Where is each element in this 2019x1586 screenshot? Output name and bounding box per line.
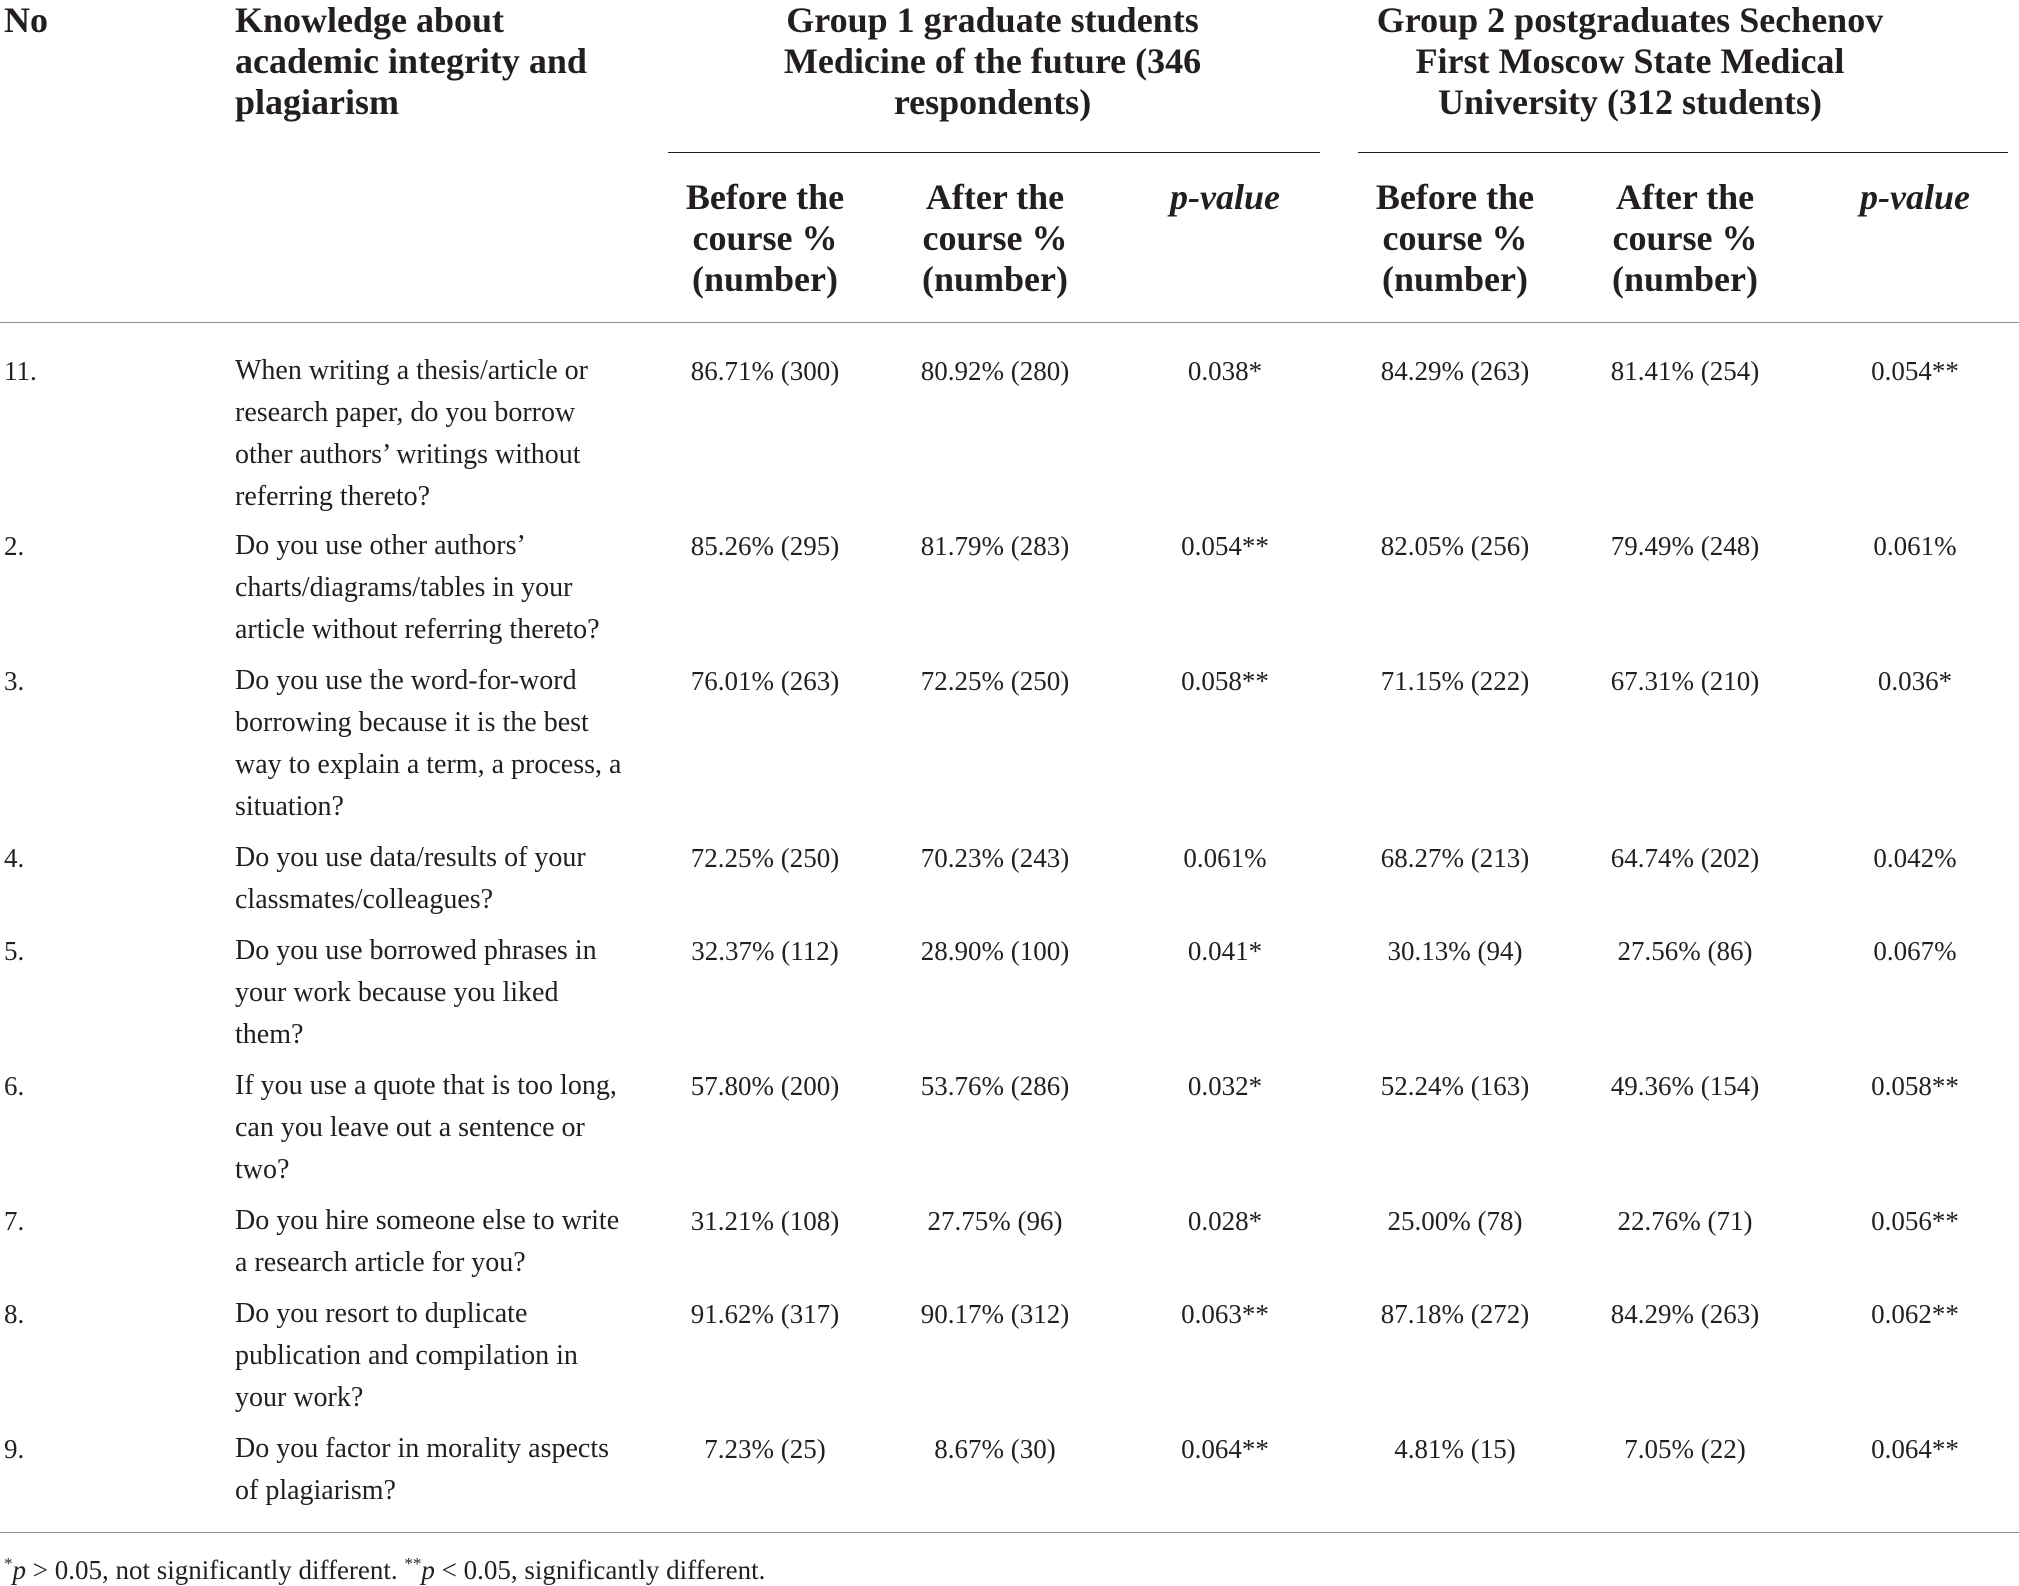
- table-footnote: [4, 1548, 765, 1586]
- table-bottom-rule: [0, 1532, 2019, 1533]
- question-line: article without referring thereto?: [235, 614, 600, 645]
- header-group1-line: Medicine of the future (346: [783, 41, 1202, 81]
- after-header-line: After the: [925, 177, 1065, 217]
- g1-before-cell: 31.21% (108): [690, 1206, 840, 1236]
- question-line: Do you use the word-for-word: [235, 665, 577, 696]
- g2-before-cell: 4.81% (15): [1394, 1434, 1516, 1464]
- before-header-line: course %: [692, 218, 838, 258]
- g2-before-cell: 84.29% (263): [1380, 356, 1530, 386]
- g1-pvalue-cell: 0.041*: [1187, 936, 1263, 966]
- footnote-p-symbol: p: [12, 1555, 26, 1585]
- question-line: Do you resort to duplicate: [235, 1298, 528, 1329]
- group1-divider: [668, 152, 1320, 153]
- g2-before-cell: 52.24% (163): [1380, 1071, 1530, 1101]
- footnote-text: < 0.05, significantly different.: [434, 1555, 766, 1585]
- g2-pvalue-cell: 0.036*: [1877, 666, 1953, 696]
- after-header-line: (number): [922, 259, 1068, 299]
- g2-pvalue-cell: 0.064**: [1871, 1434, 1959, 1464]
- after-header-line: course %: [1612, 218, 1758, 258]
- g1-pvalue-cell: 0.028*: [1187, 1206, 1263, 1236]
- g2-after-cell: 22.76% (71): [1617, 1206, 1753, 1236]
- after-header-line: (number): [1612, 259, 1758, 299]
- footnote-text: > 0.05, not significantly different.: [26, 1555, 405, 1585]
- header-group1-line: Group 1 graduate students: [786, 0, 1199, 40]
- g1-after-cell: 81.79% (283): [920, 531, 1070, 561]
- row-number: 2.: [4, 531, 25, 561]
- question-text: [235, 525, 600, 651]
- g2-after-cell: 84.29% (263): [1610, 1299, 1760, 1329]
- question-line: If you use a quote that is too long,: [235, 1070, 617, 1101]
- g1-before-cell: 85.26% (295): [690, 531, 840, 561]
- header-group2-line: University (312 students): [1438, 82, 1822, 122]
- g1-after-cell: 80.92% (280): [920, 356, 1070, 386]
- question-line: Do you factor in morality aspects: [235, 1433, 610, 1464]
- header-knowledge-line: Knowledge about: [235, 0, 505, 40]
- question-text: [235, 1428, 609, 1512]
- header-group2-line: Group 2 postgraduates Sechenov: [1376, 0, 1884, 40]
- before-header-line: course %: [1382, 218, 1528, 258]
- question-text: [235, 660, 621, 828]
- g1-after-cell: 90.17% (312): [920, 1299, 1070, 1329]
- g1-after-cell: 28.90% (100): [920, 936, 1070, 966]
- question-line: Do you use data/results of your: [235, 842, 586, 873]
- g2-after-cell: 67.31% (210): [1610, 666, 1760, 696]
- question-text: [235, 1293, 578, 1419]
- g2-before-cell: 87.18% (272): [1380, 1299, 1530, 1329]
- question-line: referring thereto?: [235, 481, 431, 512]
- before-header-line: (number): [692, 259, 838, 299]
- row-number: 7.: [4, 1206, 25, 1236]
- g1-pvalue-header: p-value: [1170, 177, 1280, 217]
- g1-before-cell: 72.25% (250): [690, 843, 840, 873]
- g1-before-cell: 86.71% (300): [690, 356, 840, 386]
- g1-pvalue-cell: 0.064**: [1181, 1434, 1269, 1464]
- question-text: [235, 930, 597, 1056]
- g1-pvalue-cell: 0.061%: [1183, 843, 1267, 873]
- question-text: [235, 1200, 619, 1284]
- question-line: classmates/colleagues?: [235, 884, 494, 915]
- g1-after-cell: 27.75% (96): [927, 1206, 1063, 1236]
- question-line: charts/diagrams/tables in your: [235, 572, 573, 603]
- header-group2-line: First Moscow State Medical: [1415, 41, 1845, 81]
- question-line: them?: [235, 1019, 304, 1050]
- row-number: 5.: [4, 936, 25, 966]
- g1-pvalue-cell: 0.038*: [1187, 356, 1263, 386]
- after-header-line: After the: [1615, 177, 1755, 217]
- g1-after-cell: 72.25% (250): [920, 666, 1070, 696]
- header-knowledge-line: academic integrity and: [235, 41, 587, 81]
- question-line: Do you use borrowed phrases in: [235, 935, 597, 966]
- g2-before-cell: 71.15% (222): [1380, 666, 1530, 696]
- g2-before-cell: 25.00% (78): [1387, 1206, 1523, 1236]
- g2-before-cell: 68.27% (213): [1380, 843, 1530, 873]
- footnote-marker: *: [4, 1554, 13, 1573]
- after-header-line: course %: [922, 218, 1068, 258]
- header-no: No: [4, 0, 48, 40]
- header-bottom-rule: [0, 322, 2019, 323]
- g1-after-cell: 8.67% (30): [934, 1434, 1056, 1464]
- g2-pvalue-cell: 0.062**: [1871, 1299, 1959, 1329]
- question-line: two?: [235, 1154, 290, 1185]
- g1-before-cell: 7.23% (25): [704, 1434, 826, 1464]
- g2-before-header: [1350, 177, 1560, 300]
- question-line: a research article for you?: [235, 1247, 526, 1278]
- g2-after-cell: 7.05% (22): [1624, 1434, 1746, 1464]
- row-number: 6.: [4, 1071, 25, 1101]
- g2-pvalue-cell: 0.054**: [1871, 356, 1959, 386]
- before-header-line: (number): [1382, 259, 1528, 299]
- g1-pvalue-cell: 0.058**: [1181, 666, 1269, 696]
- g2-pvalue-header: p-value: [1860, 177, 1970, 217]
- before-header-line: Before the: [685, 177, 845, 217]
- g1-after-header: [890, 177, 1100, 300]
- header-knowledge-line: plagiarism: [235, 82, 400, 122]
- g1-before-header: [660, 177, 870, 300]
- g1-before-cell: 91.62% (317): [690, 1299, 840, 1329]
- g1-pvalue-cell: 0.054**: [1181, 531, 1269, 561]
- row-number: 9.: [4, 1434, 25, 1464]
- g1-before-cell: 57.80% (200): [690, 1071, 840, 1101]
- g1-before-cell: 32.37% (112): [691, 936, 839, 966]
- before-header-line: Before the: [1375, 177, 1535, 217]
- g1-pvalue-cell: 0.063**: [1181, 1299, 1269, 1329]
- question-text: [235, 350, 588, 518]
- row-number: 11.: [4, 356, 37, 386]
- group2-divider: [1358, 152, 2008, 153]
- g1-after-cell: 53.76% (286): [920, 1071, 1070, 1101]
- g2-pvalue-cell: 0.058**: [1871, 1071, 1959, 1101]
- row-number: 3.: [4, 666, 25, 696]
- question-line: way to explain a term, a process, a: [235, 749, 622, 780]
- footnote-marker: **: [404, 1554, 422, 1573]
- question-line: your work because you liked: [235, 977, 559, 1008]
- header-knowledge: [235, 0, 587, 123]
- row-number: 4.: [4, 843, 25, 873]
- g2-after-cell: 64.74% (202): [1610, 843, 1760, 873]
- header-group1-line: respondents): [893, 82, 1092, 122]
- question-line: of plagiarism?: [235, 1475, 396, 1506]
- question-line: When writing a thesis/article or: [235, 355, 588, 386]
- question-line: borrowing because it is the best: [235, 707, 589, 738]
- g2-after-cell: 49.36% (154): [1610, 1071, 1760, 1101]
- g2-after-cell: 27.56% (86): [1617, 936, 1753, 966]
- g2-before-cell: 30.13% (94): [1387, 936, 1523, 966]
- header-group2: [1360, 0, 1900, 123]
- g2-before-cell: 82.05% (256): [1380, 531, 1530, 561]
- question-line: can you leave out a sentence or: [235, 1112, 585, 1143]
- question-line: research paper, do you borrow: [235, 397, 576, 428]
- g2-after-cell: 79.49% (248): [1610, 531, 1760, 561]
- question-text: [235, 837, 586, 921]
- g1-before-cell: 76.01% (263): [690, 666, 840, 696]
- header-group1: [670, 0, 1315, 123]
- footnote-p-symbol: p: [421, 1555, 435, 1585]
- question-line: publication and compilation in: [235, 1340, 578, 1371]
- question-line: your work?: [235, 1382, 364, 1413]
- g2-after-cell: 81.41% (254): [1610, 356, 1760, 386]
- g2-after-header: [1580, 177, 1790, 300]
- g2-pvalue-cell: 0.061%: [1873, 531, 1957, 561]
- row-number: 8.: [4, 1299, 25, 1329]
- question-text: [235, 1065, 617, 1191]
- question-line: other authors’ writings without: [235, 439, 581, 470]
- g2-pvalue-cell: 0.042%: [1873, 843, 1957, 873]
- g2-pvalue-cell: 0.067%: [1873, 936, 1957, 966]
- g1-pvalue-cell: 0.032*: [1187, 1071, 1263, 1101]
- question-line: Do you hire someone else to write: [235, 1205, 620, 1236]
- g2-pvalue-cell: 0.056**: [1871, 1206, 1959, 1236]
- g1-after-cell: 70.23% (243): [920, 843, 1070, 873]
- question-line: situation?: [235, 791, 344, 822]
- question-line: Do you use other authors’: [235, 530, 526, 561]
